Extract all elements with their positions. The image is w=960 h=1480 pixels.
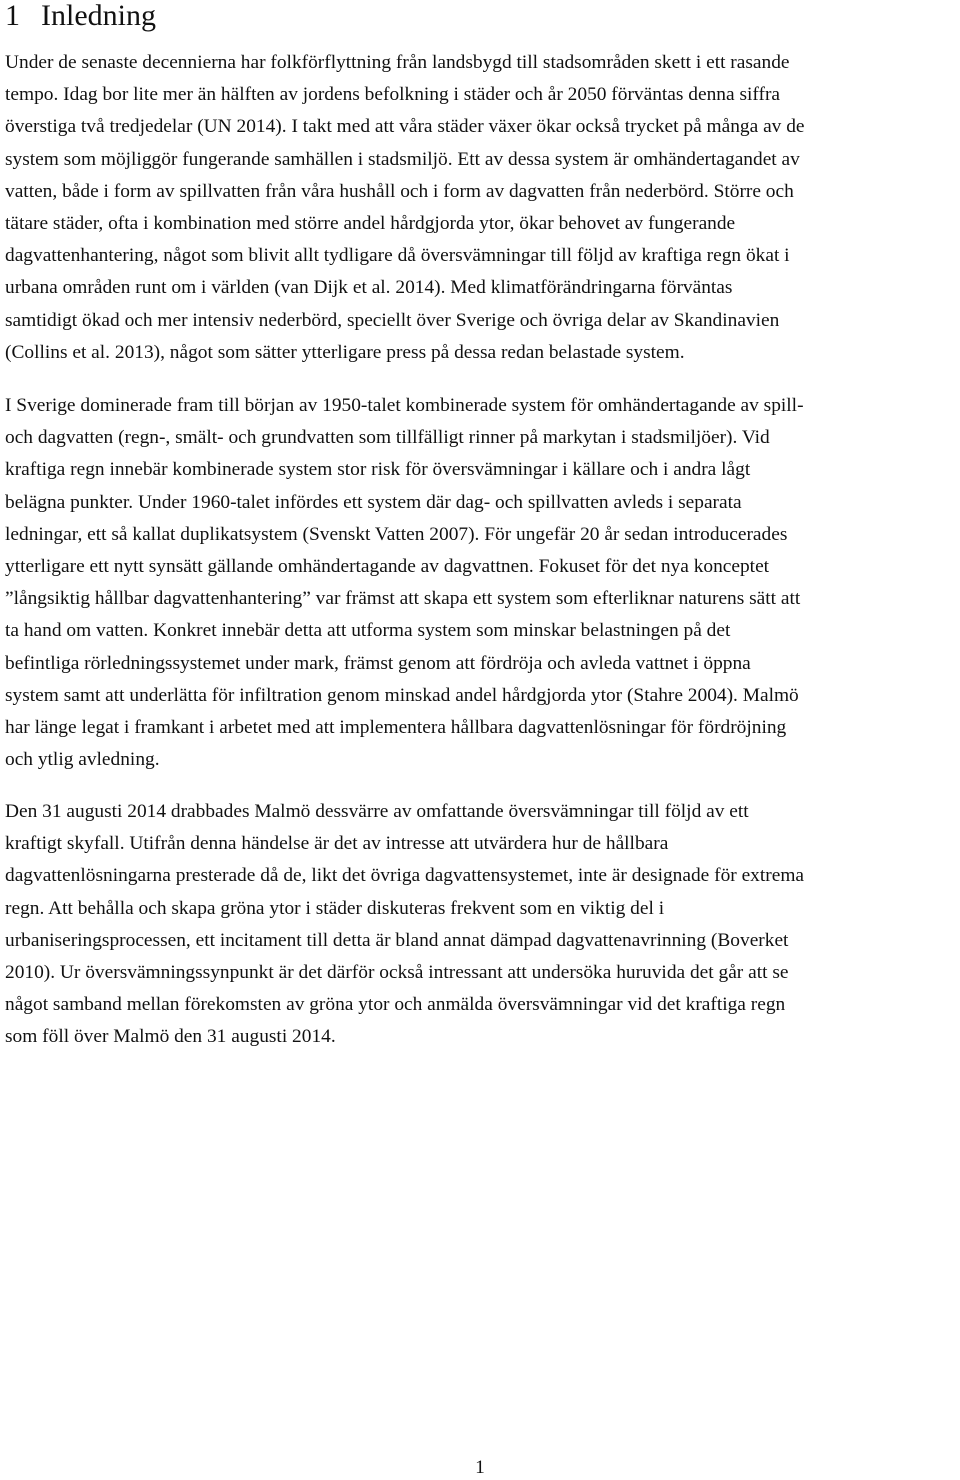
paragraph-line: dagvattenlösningarna presterade då de, likt det övriga dagvattensystemet, inte är designade för extrema [5,865,805,887]
paragraph-line: tätare städer, ofta i kombination med större andel hårdgjorda ytor, ökar behovet av fungerande [5,213,736,235]
paragraph-line: ledningar, ett så kallat duplikatsystem (Svenskt Vatten 2007). För ungefär 20 år sedan introducerades [5,523,788,545]
section-heading [5,0,156,32]
paragraph-line: befintliga rörledningssystemet under mark, främst genom att fördröja och avleda vattnet i öppna [5,652,751,674]
section-title: Inledning [41,0,156,32]
paragraph-line: system samt att underlätta för infiltration genom minskad andel hårdgjorda ytor (Stahre 2004). Malmö [5,684,799,706]
paragraph-line: och dagvatten (regn-, smält- och grundvatten som tillfälligt rinner på markytan i stadsmiljöer). Vid [5,427,770,449]
paragraph-line: och ytlig avledning. [5,749,160,771]
paragraph-event [5,796,955,1054]
section-number: 1 [5,0,20,32]
paragraph-line: som föll över Malmö den 31 augusti 2014. [5,1026,336,1048]
paragraph-line: urbana områden runt om i världen (van Dijk et al. 2014). Med klimatförändringarna förväntas [5,277,733,299]
paragraph-history [5,390,955,776]
paragraph-line: Under de senaste decennierna har folkförflyttning från landsbygd till stadsområden skett i ett rasande [5,52,790,73]
paragraph-line: ta hand om vatten. Konkret innebär detta att utforma system som minskar belastningen på det [5,620,731,642]
paragraph-line: har länge legat i framkant i arbetet med att implementera hållbara dagvattenlösningar för fördröjning [5,717,787,739]
paragraph-line: tempo. Idag bor lite mer än hälften av jordens befolkning i städer och år 2050 förväntas denna siffra [5,84,781,106]
paragraph-line: dagvattenhantering, något som blivit allt tydligare då översvämningar till följd av kraftiga regn ökat i [5,245,790,267]
paragraph-line: vatten, både i form av spillvatten från våra hushåll och i form av dagvatten från nederbörd. Större och [5,180,794,202]
paragraph-line: kraftigt skyfall. Utifrån denna händelse är det av intresse att utvärdera hur de hållbara [5,833,669,855]
paragraph-line: samtidigt ökad och mer intensiv nederbörd, speciellt över Sverige och övriga delar av Skandinavien [5,309,780,331]
paragraph-line: Den 31 augusti 2014 drabbades Malmö dessvärre av omfattande översvämningar till följd av ett [5,801,749,822]
paragraph-line: ”långsiktig hållbar dagvattenhantering” var främst att skapa ett system som efterliknar naturens sätt att [5,588,801,610]
paragraph-line: urbaniseringsprocessen, ett incitament till detta är bland annat dämpad dagvattenavrinning (Boverket [5,929,789,951]
paragraph-line: system som möjliggör fungerande samhällen i stadsmiljö. Ett av dessa system är omhändertagandet av [5,148,800,170]
paragraph-line: något samband mellan förekomsten av gröna ytor och anmälda översvämningar vid det kraftiga regn [5,994,786,1016]
paragraph-line: regn. Att behålla och skapa gröna ytor i städer diskuteras frekvent som en viktig del i [5,897,665,919]
paragraph-line: överstiga två tredjedelar (UN 2014). I takt med att våra städer växer ökar också trycket på många av de [5,116,805,138]
paragraph-line: (Collins et al. 2013), något som sätter ytterligare press på dessa redan belastade system. [5,341,685,363]
paragraph-intro [5,47,955,369]
paragraph-line: belägna punkter. Under 1960-talet infördes ett system där dag- och spillvatten avleds i separata [5,491,742,513]
paragraph-line: 2010). Ur översvämningssynpunkt är det därför också intressant att undersöka huruvida det går att se [5,962,789,984]
paragraph-line: I Sverige dominerade fram till början av 1950-talet kombinerade system för omhändertagande av spill- [5,395,804,416]
page-number: 1 [475,1457,485,1478]
paragraph-line: ytterligare ett nytt synsätt gällande omhändertagande av dagvattnen. Fokuset för det nya konceptet [5,556,770,578]
paragraph-line: kraftiga regn innebär kombinerade system stor risk för översvämningar i källare och i andra lågt [5,459,751,481]
